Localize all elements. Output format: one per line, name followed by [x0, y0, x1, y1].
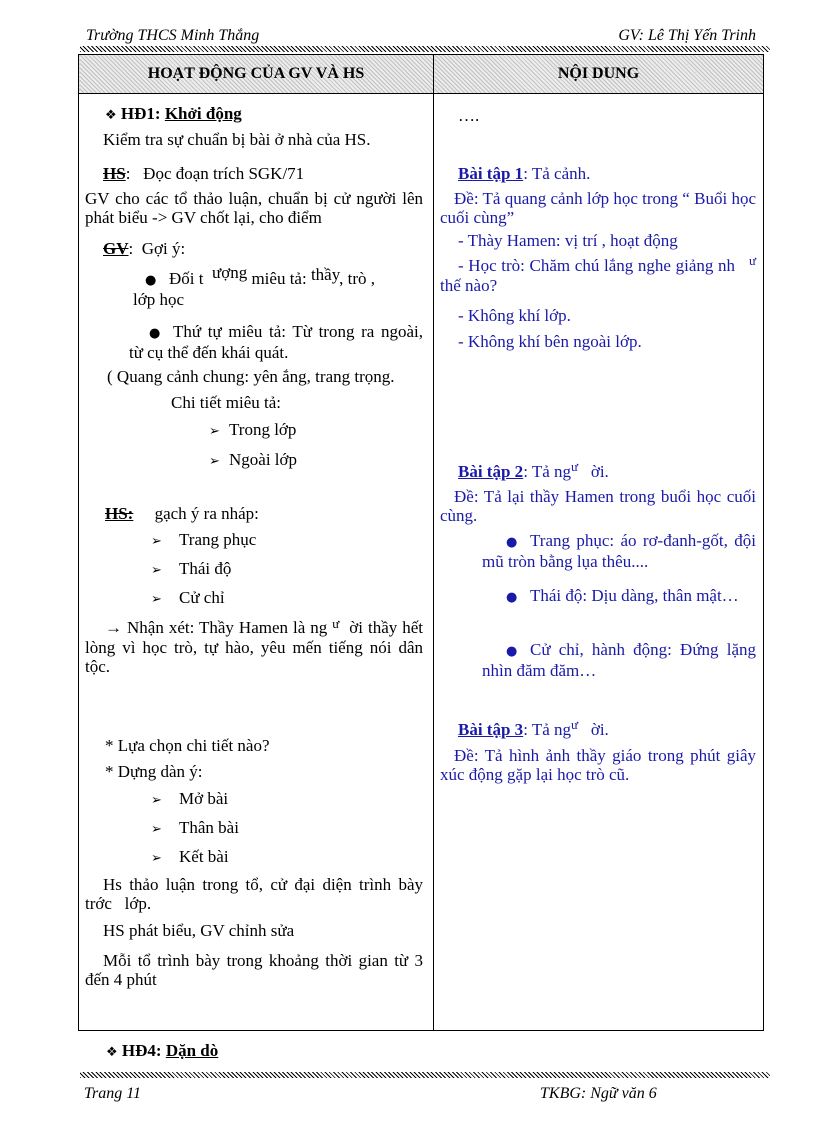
gv-hint: GV: Gợi ý:	[103, 239, 186, 258]
hd1-prefix: HĐ1:	[120, 104, 161, 123]
hd4-title: Dặn dò	[165, 1041, 219, 1060]
header-divider	[80, 46, 770, 52]
right-column-header: NỘI DUNG	[434, 55, 764, 94]
diamond-bullet-icon: ❖	[105, 108, 117, 123]
outline-text: * Dựng dàn ý:	[105, 762, 203, 781]
arrow-bullet-icon: ➢	[151, 592, 162, 607]
exercise-1-task-text: Đề: Tả quang cảnh lớp học trong “ Buổi học cuối cùng”	[440, 189, 756, 227]
teacher-name: GV: Lê Thị Yến Trinh	[618, 27, 756, 44]
objects-text-e: , trò ,	[339, 269, 375, 288]
arrow-bullet-icon: ➢	[151, 534, 162, 549]
right-arrow-icon: →	[105, 618, 122, 637]
arrow-bullet-icon: ➢	[151, 822, 162, 837]
intro-item	[151, 789, 228, 810]
page-number: Trang 11	[84, 1085, 142, 1102]
exercise-2-gesture-text: Cử chỉ, hành động: Đứng lặng nhìn đăm đăm…	[482, 640, 756, 680]
order-text: Thứ tự miêu tả: Từ trong ra ngoài, từ cụ thể đến khái quát.	[129, 322, 423, 362]
exercise-2-task-text: Đề: Tả lại thầy Hamen trong buổi học cuối cùng.	[440, 487, 756, 525]
exercise-2-attitude-text: Thái độ: Dịu dàng, thân mật…	[530, 586, 739, 605]
hd1-heading	[105, 104, 242, 125]
exercise-2-costume	[482, 531, 756, 571]
exercise-2-task	[440, 487, 756, 525]
exercise-3-suffix-b: ư	[571, 717, 579, 732]
diamond-bullet-icon: ❖	[106, 1045, 118, 1060]
overview-text: ( Quang cảnh chung: yên ắng, trang trọng.	[107, 367, 395, 386]
remark-text-b: ư	[332, 616, 340, 631]
dot-bullet-icon: ●	[506, 535, 518, 550]
choose-text: * Lựa chọn chi tiết nào?	[105, 736, 270, 755]
body-text: Thân bài	[179, 818, 239, 837]
exercise-3-task-text: Đề: Tả hình ảnh thầy giáo trong phút giây xúc động gặp lại học trò cũ.	[440, 746, 756, 784]
dot-bullet-icon: ●	[506, 590, 518, 605]
exercise-1-title: Bài tập 1	[458, 164, 524, 183]
exercise-1-suffix: : Tả cảnh.	[523, 164, 591, 183]
exercise-2-suffix-a: : Tả ng	[523, 462, 572, 481]
conclusion-item	[151, 847, 229, 868]
remark	[85, 618, 423, 676]
exercise-3-task	[440, 746, 756, 784]
in-class-text: Trong lớp	[229, 420, 297, 439]
dot-bullet-icon: ●	[506, 644, 518, 659]
hs-read: HS: Đọc đoạn trích SGK/71	[103, 164, 305, 183]
exercise-3-suffix-c: ời.	[590, 720, 609, 739]
gesture-text: Cử chỉ	[179, 588, 225, 607]
exercise-3-title: Bài tập 3	[458, 720, 524, 739]
timing-text	[85, 951, 423, 989]
exercise-1-point-2b: ư	[748, 253, 757, 268]
exercise-2-heading	[458, 459, 609, 482]
arrow-bullet-icon: ➢	[151, 851, 162, 866]
hd1-title: Khởi động	[164, 104, 242, 123]
exercise-1-point-4: - Không khí bên ngoài lớp.	[458, 332, 642, 351]
exercise-1-task	[440, 189, 756, 227]
left-column-header: HOẠT ĐỘNG CỦA GV VÀ HS	[79, 55, 434, 94]
objects-text-f: lớp học	[133, 290, 185, 309]
exercise-1-point-1: - Thày Hamen: vị trí , hoạt động	[458, 231, 678, 250]
objects-text-a: Đối t	[169, 269, 204, 288]
arrow-bullet-icon: ➢	[209, 424, 220, 439]
exercise-1-point-2a: - Học trò: Chăm chú lắng nghe giảng nh	[458, 256, 736, 275]
objects-text-d: thầy	[310, 265, 340, 284]
body-item	[151, 818, 239, 839]
left-column	[79, 94, 434, 1031]
discuss-text-a: Hs thảo luận trong tổ, cử đại diện trình bày trớc	[85, 875, 423, 913]
hs2-text: gạch ý ra nháp:	[154, 504, 259, 523]
out-class-item	[209, 450, 297, 471]
check-text: Kiểm tra sự chuẩn bị bài ở nhà của HS.	[103, 130, 371, 149]
gesture-item	[151, 588, 225, 609]
hd4-heading	[106, 1041, 218, 1061]
exercise-3-suffix-a: : Tả ng	[523, 720, 572, 739]
exercise-1-point-3: - Không khí lớp.	[458, 306, 571, 325]
hd4-prefix: HĐ4:	[121, 1041, 162, 1060]
discuss-text-b: lớp.	[124, 894, 152, 913]
arrow-bullet-icon: ➢	[151, 793, 162, 808]
intro-text: Mở bài	[179, 789, 229, 808]
order-item	[129, 322, 423, 362]
subject-label: TKBG: Ngữ văn 6	[540, 1085, 657, 1102]
in-class-item	[209, 420, 296, 441]
exercise-1-heading	[458, 164, 590, 183]
lesson-table	[78, 54, 764, 1031]
detail-text: Chi tiết miêu tả:	[171, 393, 282, 412]
exercise-2-gesture	[482, 640, 756, 680]
objects-item	[133, 263, 425, 309]
remark-text-c: ời thầy hết lòng vì học trò, tự hào, yêu mến tiếng nói dân tộc.	[85, 618, 424, 676]
exercise-3-heading	[458, 717, 609, 740]
gv-label: GV	[103, 239, 129, 258]
hs2-label: HS:	[105, 504, 134, 523]
attitude-text: Thái độ	[179, 559, 232, 578]
objects-text-b: ượng	[211, 263, 248, 282]
discuss-text	[85, 875, 423, 913]
gv-hint-text: Gợi ý:	[141, 239, 186, 258]
arrow-bullet-icon: ➢	[151, 563, 162, 578]
conclusion-text: Kết bài	[179, 847, 229, 866]
exercise-1-point-2c: thế nào?	[440, 276, 498, 295]
costume-text: Trang phục	[179, 530, 257, 549]
exercise-2-suffix-b: ư	[571, 459, 579, 474]
footer-divider	[80, 1072, 770, 1078]
hs-read-text: Đọc đoạn trích SGK/71	[143, 164, 305, 183]
dot-bullet-icon: ●	[145, 273, 157, 288]
right-column	[434, 94, 764, 1031]
hs-label: HS	[103, 164, 126, 183]
hs-draft	[105, 504, 259, 523]
exercise-2-title: Bài tập 2	[458, 462, 524, 481]
exercise-2-costume-text: Trang phục: áo rơ-đanh-gốt, đội mũ tròn bằng lụa thêu....	[482, 531, 756, 571]
gv-discuss: GV cho các tổ thảo luận, chuẩn bị cử người lên phát biểu -> GV chốt lại, cho điểm	[85, 189, 423, 227]
costume-item	[151, 530, 256, 551]
timing-text-inner: Mỗi tổ trình bày trong khoảng thời gian từ 3 đến 4 phút	[85, 951, 423, 989]
exercise-2-attitude	[482, 586, 756, 607]
dots-text: ….	[458, 106, 480, 125]
present-text: HS phát biểu, GV chỉnh sửa	[103, 921, 295, 940]
school-name: Trường THCS Minh Thắng	[86, 27, 260, 44]
attitude-item	[151, 559, 231, 580]
dot-bullet-icon: ●	[149, 326, 161, 341]
remark-text-a: Nhận xét: Thầy Hamen là ng	[127, 618, 328, 637]
exercise-1-point-2	[440, 253, 757, 295]
objects-text-c: miêu tả:	[251, 269, 307, 288]
out-class-text: Ngoài lớp	[229, 450, 298, 469]
exercise-2-suffix-c: ời.	[590, 462, 609, 481]
arrow-bullet-icon: ➢	[209, 454, 220, 469]
